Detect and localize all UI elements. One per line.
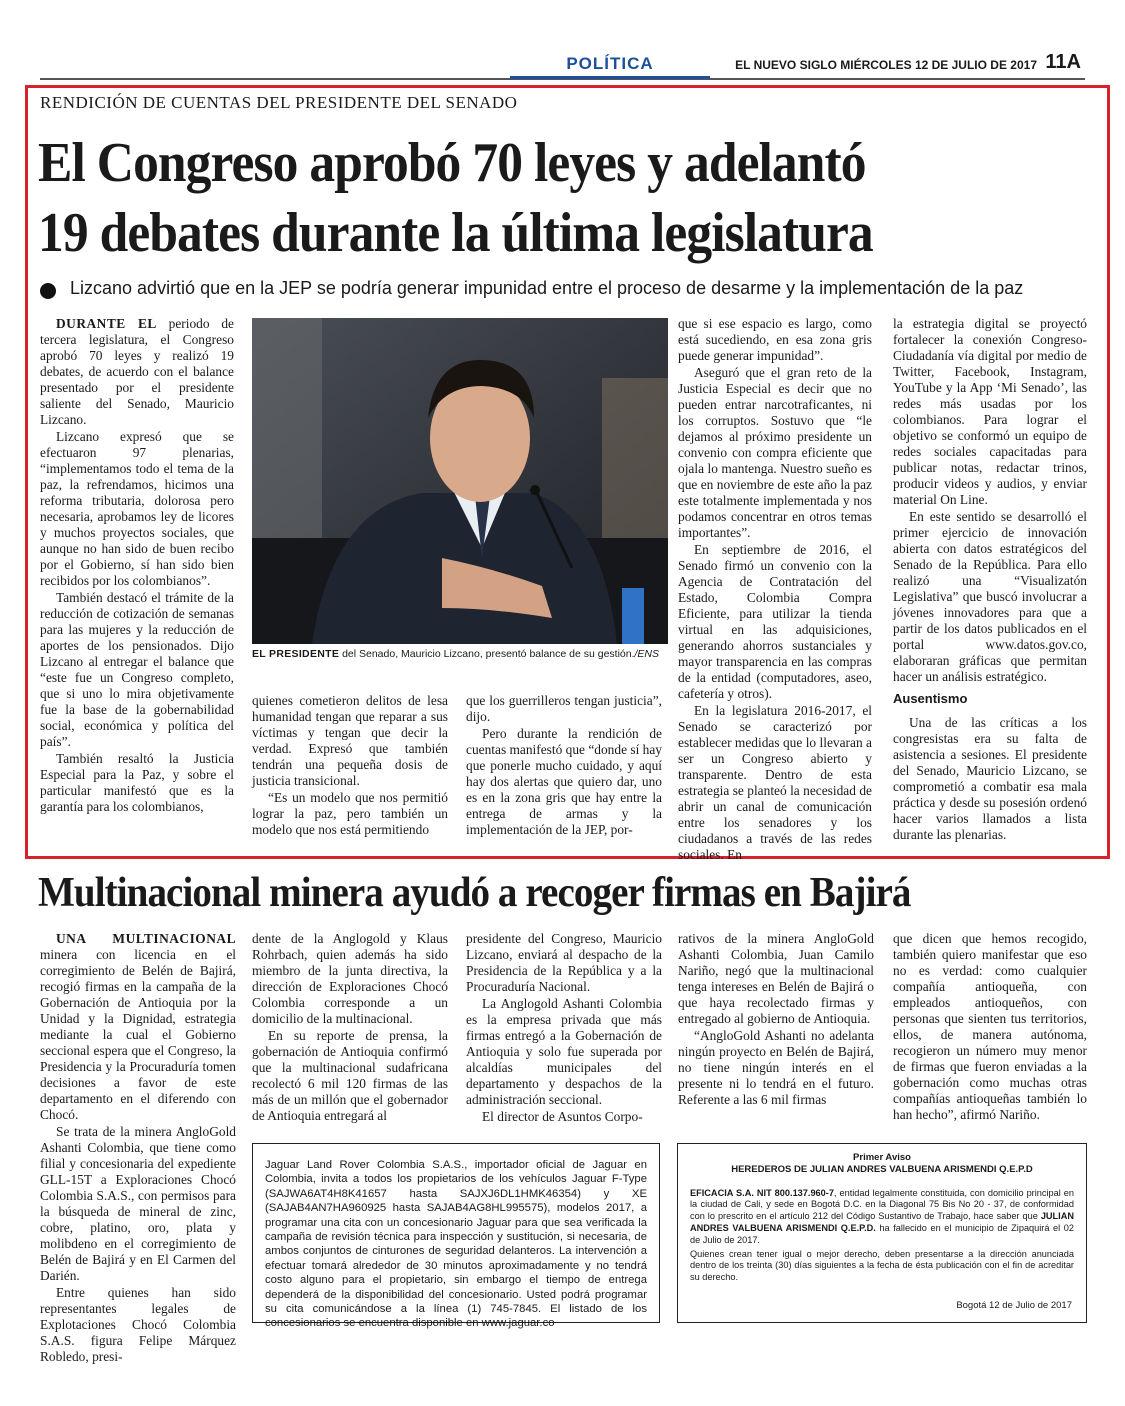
headline-line-1: El Congreso aprobó 70 leyes y adelantó <box>38 132 866 194</box>
paragraph: que los guerrilleros tengan justicia”, dijo. <box>466 693 662 724</box>
paragraph: Aseguró que el gran reto de la Justicia Especial es decir que no pueden entrar narcotraficantes, ni los corruptos. Sostuvo que “le dejamos al próximo presidente un convenio con compra eficiente que ojala lo mantenga. Nuestro sueño es que en noviembre de este año la paz este totalmente implementada y nos podamos concentrar en otros temas importantes”. <box>678 365 872 540</box>
ad-text: Jaguar Land Rover Colombia S.A.S., importador oficial de Jaguar en Colombia, invita a todos los propietarios de los vehículos Jaguar F-Type (SAJWA6AT4H8K41657 hasta SAJXJ6DL1HMK46354) y XE (SAJAB4AN7HA960925 hasta SAJAB4AG8HL995575), modelos 2017, a programar una cita con un concesionario Jaguar para que sea verificada la campaña de revisión técnica para inspección y sustitución, si necesaria, de ambos conjuntos de cinturones de seguridad delanteros. La intervención a efectuar tomará alrededor de 30 minutos aproximadamente y no tendrá costo alguno para el propietario, sin embargo el tiempo de entrega dependerá de la disponibilidad del concesionario. Usted podrá programar su cita comunicándose a la línea (1) 745-7845. El listado de los concesionarios se encuentra disponible en www.jaguar.co <box>265 1159 647 1330</box>
paragraph: Entre quienes han sido representantes legales de Explotaciones Chocó Colombia S.A.S. figura Felipe Márquez Robledo, presi- <box>40 1285 236 1364</box>
paragraph: Se trata de la minera AngloGold Ashanti Colombia, que tiene como filial y concesionaria del expediente GLL-15T a Exploraciones Chocó Colombia S.A.S., con permisos para la búsqueda de mineral de zinc, cobre, platino, oro, plata y molibdeno en el corregimiento de Belén de Bajirá y en El Carmen del Darién. <box>40 1124 236 1283</box>
paragraph: También resaltó la Justicia Especial para la Paz, y sobre el particular manifestó que es la garantía para los colombianos, <box>40 751 234 814</box>
lead-in: DURANTE EL <box>56 316 157 331</box>
caption-label: EL PRESIDENTE <box>252 648 340 660</box>
photo-caption <box>252 648 672 661</box>
article-headline <box>38 128 1013 268</box>
paragraph: quienes cometieron delitos de lesa humanidad tengan que reparar a sus víctimas y tengan que decir la verdad. Expresó que también tendrán una pequeña dosis de justicia transicional. <box>252 693 448 788</box>
paragraph: En la legislatura 2016-2017, el Senado se caracterizó por establecer medidas que lo llevaran a ser un Congreso abierto y transparente. Dentro de esta estrategia se planteó la necesidad de abrir un canal de comunicación entre los senadores y los ciudadanos a través de las redes sociales. En <box>678 703 872 862</box>
notice-title: Primer Aviso <box>853 1152 911 1163</box>
legal-notice <box>677 1143 1087 1323</box>
article2-column-2 <box>252 931 448 1125</box>
paragraph: Una de las críticas a los congresistas era su falta de asistencia a sesiones. El presidente del Senado, Mauricio Lizcano, se comprometió a combatir esa mala práctica y desde su posesión ordenó hacer varios llamados a lista durante las plenarias. <box>893 715 1087 842</box>
paragraph: que dicen que hemos recogido, también quiero manifestar que eso no es verdad: como cualquier compañía antioqueña, con empleados antioqueños, con personas que sienten tus territorios, ellos, de manera autónoma, recogieron un número muy menor de firmas que fueron enviadas a la gobernación como muchas otras compañías antioqueñas también lo han hecho”, afirmó Nariño. <box>893 931 1087 1122</box>
notice-body: EFICACIA S.A. NIT 800.137.960-7, entidad legalmente constituida, con domicilio principal en la ciudad de Cali, y sede en Bogotá D.C. en la Diagonal 75 Bis No 20 - 37, de conformidad con lo prescrito en el artículo 212 del Código Sustantivo de Trabajo, hace saber que JULIAN ANDRES VALBUENA ARISMENDI Q.E.P.D. ha fallecido en el municipio de Zipaquirá el 02 de Julio de 2017. <box>690 1187 1074 1245</box>
article2-headline: Multinacional minera ayudó a recoger firmas en Bajirá <box>38 870 911 916</box>
notice-date: Bogotá 12 de Julio de 2017 <box>956 1300 1072 1312</box>
article2-column-1 <box>40 931 236 1366</box>
paragraph: Lizcano expresó que se efectuaron 97 plenarias, “implementamos todo el tema de la paz, la refrendamos, hicimos una reforma tributaria, dolorosa pero necesaria, aprobamos ley de licores y muchos proyectos sociales, que aunque no han sido de buen recibo por el Gobierno, sí han sido bien recibidos por los colombianos”. <box>40 429 234 588</box>
jaguar-recall-ad <box>252 1143 660 1330</box>
paragraph: DURANTE EL periodo de tercera legislatura, el Congreso aprobó 70 leyes y realizó 19 debates, de acuerdo con el balance presentado por el presidente saliente del Senado, Mauricio Lizcano. <box>40 316 234 427</box>
paragraph: En septiembre de 2016, el Senado firmó un convenio con la Agencia de Contratación del Estado, Colombia Compra Eficiente, para utilizar la tienda virtual en las adquisiciones, generando ahorros sustanciales y mayor transparencia en las compras de la entidad (computadores, aseo, cafetería y otros). <box>678 542 872 701</box>
article1-column-1 <box>40 316 234 816</box>
article1-column-3 <box>466 693 662 839</box>
paragraph: En este sentido se desarrolló el primer ejercicio de innovación abierta con datos estratégicos del Senado de la República. Para ello realizó una “Visualizatón Legislativa” que buscó involucrar a jóvenes innovadores para que a partir de los datos publicados en el portal www.datos.gov.co, elaboraran gráficas que permitan hacer un análisis estratégico. <box>893 509 1087 684</box>
paragraph: “AngloGold Ashanti no adelanta ningún proyecto en Belén de Bajirá, no tiene ningún interés en el presente ni lo tendrá en el futuro. Referente a las 6 mil firmas <box>678 1028 874 1107</box>
bullet-icon <box>40 283 56 299</box>
article2-column-3 <box>466 931 662 1126</box>
paragraph: rativos de la minera AngloGold Ashanti Colombia, Juan Camilo Nariño, negó que la multinacional tenga intereses en Belén de Bajirá o que haya recolectado firmas y entregado al gobierno de Antioquia. <box>678 931 874 1026</box>
section-underline <box>510 76 710 79</box>
paragraph: UNA MULTINACIONAL minera con licencia en el corregimiento de Belén de Bajirá, recogió firmas en la campaña de la Gobernación de Antioquia por la Unidad y la Dignidad, estrategia mediante la cual el Gobierno seccional espera que el Congreso, la Presidencia y la Procuraduría tomen decisiones a favor de este departamento en el diferendo con Chocó. <box>40 931 236 1122</box>
article-kicker: RENDICIÓN DE CUENTAS DEL PRESIDENTE DEL SENADO <box>40 93 518 112</box>
senate-president-photo <box>252 318 668 644</box>
notice-heirs: HEREDEROS DE JULIAN ANDRES VALBUENA ARISMENDI Q.E.P.D <box>731 1163 1033 1175</box>
lead-in: UNA MULTINACIONAL <box>56 931 236 946</box>
paragraph: la estrategia digital se proyectó fortalecer la conexión Congreso-Ciudadanía vía digital por medio de Twitter, Facebook, Instagram, YouTube y la App ‘Mi Senado’, las redes más usadas por los colombianos. Para lograr el objetivo se conformó un equipo de redes sociales capacitadas para publicar notas, redactar trinos, producir videos y audios, y enviar material On Line. <box>893 316 1087 507</box>
photo-credit: /ENS <box>634 648 660 660</box>
subhead-row <box>40 278 1100 304</box>
paragraph: que si ese espacio es largo, como está sucediendo, en esa zona gris puede generar impunidad”. <box>678 316 872 363</box>
notice-claim-text: Quienes crean tener igual o mejor derecho, deben presentarse a la dirección anunciada dentro de los treinta (30) días siguientes a la fecha de ésta publicación con el fin de acreditar su derecho. <box>690 1248 1074 1283</box>
photo-illustration <box>252 318 668 644</box>
section-label: POLÍTICA <box>566 54 654 73</box>
article1-column-4 <box>678 316 872 864</box>
page-number: 11A <box>1045 51 1081 73</box>
paragraph: En su reporte de prensa, la gobernación de Antioquia confirmó que la multinacional sudafricana recolectó 6 mil 120 firmas de las más de un millón que el gobernador de Antioquia entregará al <box>252 1028 448 1123</box>
paragraph: dente de la Anglogold y Klaus Rohrbach, quien además ha sido miembro de la junta directiva, la dirección de Exploraciones Chocó Colombia corresponde a un domicilio de la multinacional. <box>252 931 448 1026</box>
article2-column-4 <box>678 931 874 1109</box>
masthead-date: EL NUEVO SIGLO MIÉRCOLES 12 DE JULIO DE 2017 <box>735 58 1037 72</box>
article2-column-5 <box>893 931 1087 1124</box>
paragraph: El director de Asuntos Corpo- <box>482 1109 643 1124</box>
page-header <box>40 50 1085 80</box>
paragraph: También destacó el trámite de la reducción de cotización de semanas para las mujeres y la reducción de aportes de los pensionados. Dijo Lizcano al entregar el balance que “este fue un Congreso completo, que si uno lo mira objetivamente fue la base de la gobernabilidad social, económica y política del país”. <box>40 590 234 749</box>
article1-column-5 <box>893 316 1087 844</box>
paragraph: “Es un modelo que nos permitió lograr la paz, pero también un modelo que nos está permitiendo <box>252 790 448 837</box>
article-subhead: Lizcano advirtió que en la JEP se podría generar impunidad entre el proceso de desarme y la implementación de la paz <box>70 278 1024 298</box>
caption-text: del Senado, Mauricio Lizcano, presentó balance de su gestión. <box>339 648 635 660</box>
article1-column-2 <box>252 693 448 839</box>
paragraph: La Anglogold Ashanti Colombia es la empresa privada que más firmas entregó a la Gobernación de Antioquia y solo fue superada por alcaldías municipales del departamento y despachos de la administración seccional. <box>466 996 662 1107</box>
subheading-ausentismo: Ausentismo <box>893 691 968 706</box>
paragraph: presidente del Congreso, Mauricio Lizcano, enviará al despacho de la Presidencia de la República y a la Procuraduría Nacional. <box>466 931 662 994</box>
paragraph: Pero durante la rendición de cuentas manifestó que “donde sí hay que ponerle mucho cuidado, y aquí hay dos alertas que quiero dar, uno es en la zona gris que hay entre la entrega de armas y la implementación de la JEP, por- <box>466 726 662 837</box>
headline-line-2: 19 debates durante la última legislatura <box>38 202 873 264</box>
